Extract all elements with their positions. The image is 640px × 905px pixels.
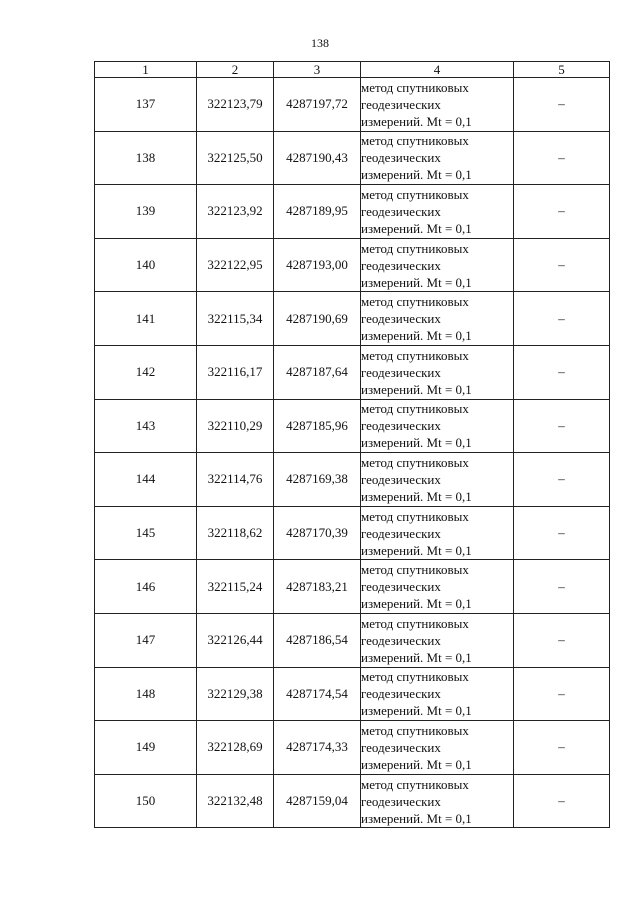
x-coordinate-cell: 322132,48 [197,774,274,828]
method-line: измерений. Mt = 0,1 [361,220,472,236]
x-coordinate-cell: 322123,79 [197,78,274,132]
table-row [95,667,610,721]
header-col-3: 3 [274,62,361,78]
y-coordinate-cell: 4287174,54 [274,667,361,721]
note-cell: – [514,560,610,614]
y-coordinate-cell: 4287186,54 [274,613,361,667]
header-col-5: 5 [514,62,610,78]
point-number-cell: 137 [95,78,197,132]
method-cell [361,560,514,614]
method-line: геодезических [361,686,441,702]
x-coordinate-cell: 322128,69 [197,721,274,775]
method-line: измерений. Mt = 0,1 [361,703,472,719]
point-number-cell: 148 [95,667,197,721]
method-line: метод спутниковых [361,454,469,470]
method-line: метод спутниковых [361,615,469,631]
x-coordinate-cell: 322115,24 [197,560,274,614]
method-line: геодезических [361,203,441,219]
point-number-cell: 140 [95,238,197,292]
point-number-cell: 143 [95,399,197,453]
y-coordinate-cell: 4287159,04 [274,774,361,828]
method-line: метод спутниковых [361,401,469,417]
coordinates-table [94,61,610,828]
method-cell [361,238,514,292]
header-col-2: 2 [197,62,274,78]
method-cell [361,185,514,239]
method-cell [361,399,514,453]
method-line: метод спутниковых [361,240,469,256]
x-coordinate-cell: 322115,34 [197,292,274,346]
note-cell: – [514,667,610,721]
point-number-cell: 142 [95,345,197,399]
table-row [95,399,610,453]
y-coordinate-cell: 4287183,21 [274,560,361,614]
method-line: метод спутниковых [361,133,469,149]
point-number-cell: 144 [95,453,197,507]
method-line: метод спутниковых [361,722,469,738]
method-line: метод спутниковых [361,79,469,95]
method-cell [361,78,514,132]
method-line: измерений. Mt = 0,1 [361,167,472,183]
point-number-cell: 146 [95,560,197,614]
y-coordinate-cell: 4287197,72 [274,78,361,132]
table-row [95,453,610,507]
method-line: геодезических [361,364,441,380]
method-line: геодезических [361,525,441,541]
x-coordinate-cell: 322123,92 [197,185,274,239]
table-row [95,345,610,399]
method-line: геодезических [361,150,441,166]
method-line: метод спутниковых [361,669,469,685]
table-row [95,613,610,667]
method-line: геодезических [361,579,441,595]
method-line: геодезических [361,96,441,112]
note-cell: – [514,613,610,667]
table-row [95,78,610,132]
x-coordinate-cell: 322125,50 [197,131,274,185]
note-cell: – [514,78,610,132]
point-number-cell: 147 [95,613,197,667]
method-line: измерений. Mt = 0,1 [361,596,472,612]
x-coordinate-cell: 322110,29 [197,399,274,453]
y-coordinate-cell: 4287193,00 [274,238,361,292]
method-line: геодезических [361,632,441,648]
method-line: измерений. Mt = 0,1 [361,810,472,826]
method-line: измерений. Mt = 0,1 [361,756,472,772]
method-line: геодезических [361,739,441,755]
method-line: измерений. Mt = 0,1 [361,381,472,397]
method-line: измерений. Mt = 0,1 [361,488,472,504]
method-line: метод спутниковых [361,562,469,578]
method-line: геодезических [361,471,441,487]
method-cell [361,506,514,560]
method-line: метод спутниковых [361,776,469,792]
x-coordinate-cell: 322114,76 [197,453,274,507]
method-line: метод спутниковых [361,294,469,310]
method-line: метод спутниковых [361,347,469,363]
table-row [95,774,610,828]
method-line: измерений. Mt = 0,1 [361,274,472,290]
note-cell: – [514,399,610,453]
table-row [95,292,610,346]
method-cell [361,721,514,775]
table-row [95,560,610,614]
method-line: метод спутниковых [361,186,469,202]
method-line: измерений. Mt = 0,1 [361,435,472,451]
method-cell [361,131,514,185]
method-cell [361,774,514,828]
y-coordinate-cell: 4287174,33 [274,721,361,775]
note-cell: – [514,345,610,399]
point-number-cell: 149 [95,721,197,775]
method-cell [361,345,514,399]
x-coordinate-cell: 322116,17 [197,345,274,399]
note-cell: – [514,774,610,828]
y-coordinate-cell: 4287169,38 [274,453,361,507]
header-col-1: 1 [95,62,197,78]
method-line: геодезических [361,793,441,809]
page-number: 138 [311,36,329,50]
x-coordinate-cell: 322126,44 [197,613,274,667]
method-line: геодезических [361,257,441,273]
note-cell: – [514,721,610,775]
point-number-cell: 150 [95,774,197,828]
point-number-cell: 145 [95,506,197,560]
method-cell [361,613,514,667]
table-row [95,185,610,239]
note-cell: – [514,506,610,560]
table-body [95,78,610,828]
note-cell: – [514,185,610,239]
table-header [95,62,610,78]
method-cell [361,453,514,507]
x-coordinate-cell: 322129,38 [197,667,274,721]
method-cell [361,292,514,346]
method-line: метод спутниковых [361,508,469,524]
y-coordinate-cell: 4287170,39 [274,506,361,560]
header-row [95,62,610,78]
x-coordinate-cell: 322118,62 [197,506,274,560]
method-cell [361,667,514,721]
y-coordinate-cell: 4287189,95 [274,185,361,239]
method-line: геодезических [361,311,441,327]
method-line: измерений. Mt = 0,1 [361,649,472,665]
point-number-cell: 138 [95,131,197,185]
method-line: измерений. Mt = 0,1 [361,542,472,558]
method-line: измерений. Mt = 0,1 [361,113,472,129]
table-row [95,131,610,185]
method-line: геодезических [361,418,441,434]
note-cell: – [514,453,610,507]
table-row [95,721,610,775]
table-row [95,506,610,560]
y-coordinate-cell: 4287187,64 [274,345,361,399]
note-cell: – [514,238,610,292]
note-cell: – [514,292,610,346]
table-row [95,238,610,292]
point-number-cell: 141 [95,292,197,346]
y-coordinate-cell: 4287185,96 [274,399,361,453]
method-line: измерений. Mt = 0,1 [361,328,472,344]
y-coordinate-cell: 4287190,43 [274,131,361,185]
y-coordinate-cell: 4287190,69 [274,292,361,346]
note-cell: – [514,131,610,185]
point-number-cell: 139 [95,185,197,239]
x-coordinate-cell: 322122,95 [197,238,274,292]
header-col-4: 4 [361,62,514,78]
